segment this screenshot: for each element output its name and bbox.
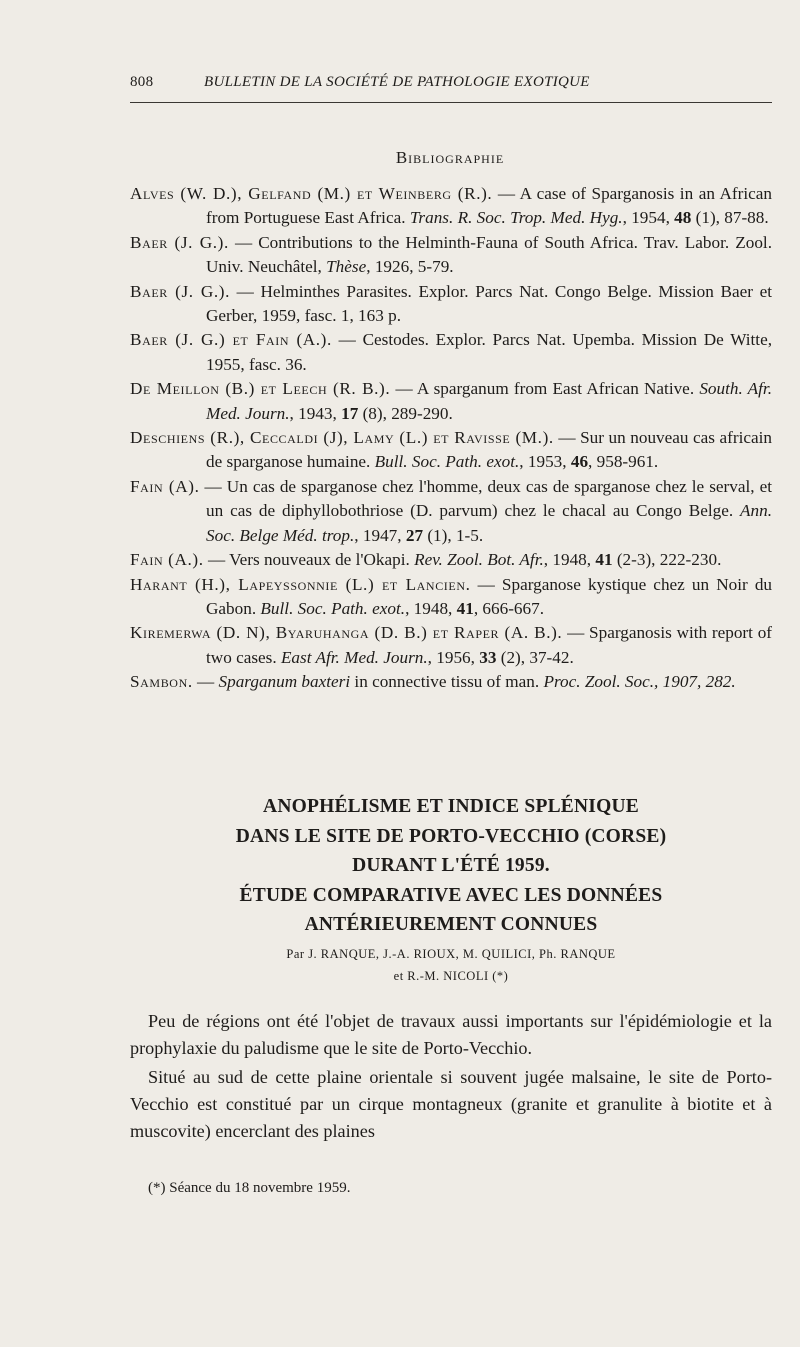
reference-item: Deschiens (R.), Ceccaldi (J), Lamy (L.) et Ravisse (M.). — Sur un nouveau cas africain de sparganose humaine. Bull. Soc. Path. exot., 1953, 46, 958-961. <box>130 428 773 472</box>
page-number: 808 <box>130 74 154 90</box>
article-body <box>130 1008 772 1147</box>
authors-line: et R.-M. NICOLI (*) <box>393 969 509 983</box>
body-paragraph: Situé au sud de cette plaine orientale si souvent jugée malsaine, le site de Porto-Vecchio est constitué par un cirque montagneux (granite et granulite à biotite et à muscovite) encerclant des plaines <box>130 1067 772 1141</box>
header-rule <box>130 102 772 103</box>
article-title <box>130 792 772 940</box>
article-title-line: ANTÉRIEUREMENT CONNUES <box>304 914 598 935</box>
footnote: (*) Séance du 18 novembre 1959. <box>148 1180 351 1196</box>
reference-item: Sambon. — Sparganum baxteri in connective tissu of man. Proc. Zool. Soc., 1907, 282. <box>130 672 736 692</box>
bibliography-list <box>130 182 772 695</box>
reference-item: Kiremerwa (D. N), Byaruhanga (D. B.) et Raper (A. B.). — Sparganosis with report of two cases. East Afr. Med. Journ., 1956, 33 (2), 37-42. <box>130 623 773 667</box>
reference-item: Fain (A). — Un cas de sparganose chez l'homme, deux cas de sparganose chez le serval, et un cas de diphyllobothriose (D. parvum) chez le chacal au Congo Belge. Ann. Soc. Belge Méd. trop., 1947, 27 (1), 1-5. <box>130 476 773 545</box>
reference-item: Baer (J. G.). — Contributions to the Helminth-Fauna of South Africa. Trav. Labor. Zool. Univ. Neuchâtel, Thèse, 1926, 5-79. <box>130 232 772 277</box>
reference-item: Fain (A.). — Vers nouveaux de l'Okapi. Rev. Zool. Bot. Afr., 1948, 41 (2-3), 222-230. <box>130 550 722 570</box>
article-authors <box>130 943 772 987</box>
article-title-line: ANOPHÉLISME ET INDICE SPLÉNIQUE <box>263 796 639 817</box>
article-title-line: ÉTUDE COMPARATIVE AVEC LES DONNÉES <box>239 884 663 906</box>
article-title-line: DANS LE SITE DE PORTO-VECCHIO (CORSE) <box>235 825 667 847</box>
reference-item: Harant (H.), Lapeyssonnie (L.) et Lancien. — Sparganose kystique chez un Noir du Gabon. Bull. Soc. Path. exot., 1948, 41, 666-667. <box>130 574 773 618</box>
bibliography-heading: Bibliographie <box>395 148 505 167</box>
journal-title: BULLETIN DE LA SOCIÉTÉ DE PATHOLOGIE EXOTIQUE <box>204 74 590 90</box>
article-title-line: DURANT L'ÉTÉ 1959. <box>352 855 550 876</box>
reference-item: Alves (W. D.), Gelfand (M.) et Weinberg (R.). — A case of Sparganosis in an African from Portuguese East Africa. Trans. R. Soc. Trop. Med. Hyg., 1954, 48 (1), 87-88. <box>130 184 772 228</box>
authors-line: Par J. RANQUE, J.-A. RIOUX, M. QUILICI, Ph. RANQUE <box>286 947 616 961</box>
reference-item: De Meillon (B.) et Leech (R. B.). — A sparganum from East African Native. South. Afr. Med. Journ., 1943, 17 (8), 289-290. <box>130 379 772 423</box>
reference-item: Baer (J. G.). — Helminthes Parasites. Explor. Parcs Nat. Congo Belge. Mission Baer et Gerber, 1959, fasc. 1, 163 p. <box>130 281 772 326</box>
reference-item: Baer (J. G.) et Fain (A.). — Cestodes. Explor. Parcs Nat. Upemba. Mission De Witte, 1955, fasc. 36. <box>130 330 773 374</box>
body-paragraph: Peu de régions ont été l'objet de travaux aussi importants sur l'épidémiologie et la prophylaxie du paludisme que le site de Porto-Vecchio. <box>130 1011 772 1058</box>
